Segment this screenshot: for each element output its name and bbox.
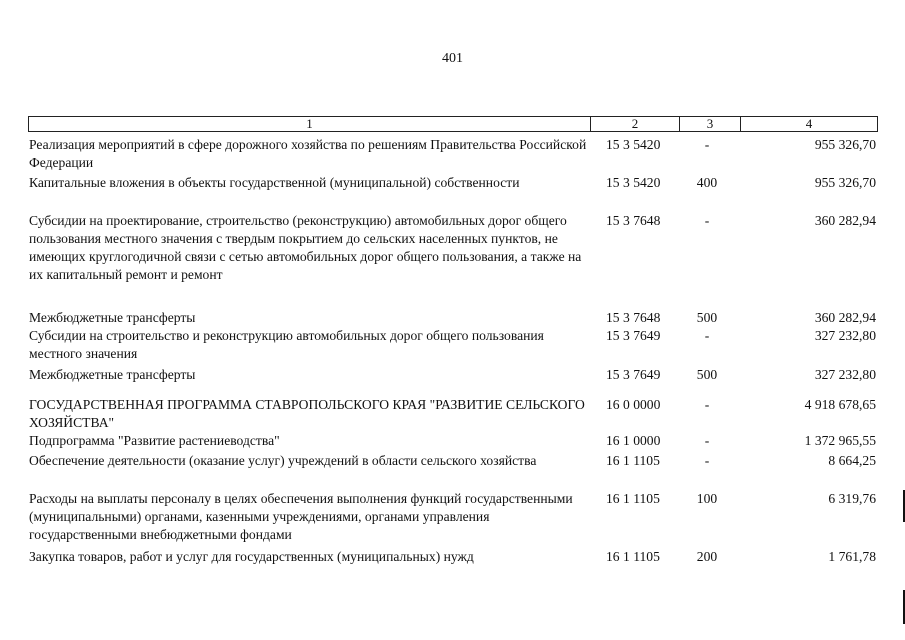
row-type: - — [704, 397, 710, 412]
row-name: ГОСУДАРСТВЕННАЯ ПРОГРАММА СТАВРОПОЛЬСКОГО КРАЯ "РАЗВИТИЕ СЕЛЬСКОГО ХОЗЯЙСТВА" — [29, 397, 585, 430]
column-header-1: 1 — [306, 116, 313, 131]
row-code: 16 1 1105 — [606, 453, 660, 468]
row-amount: 327 232,80 — [814, 328, 876, 343]
row-code: 16 0 0000 — [606, 397, 661, 412]
row-code: 15 3 7648 — [606, 213, 661, 228]
column-header-3: 3 — [706, 116, 714, 131]
row-type: 500 — [696, 367, 718, 382]
row-name: Обеспечение деятельности (оказание услуг) учреждений в области сельского хозяйства — [29, 453, 537, 468]
row-type: 400 — [696, 175, 718, 190]
row-code: 15 3 5420 — [606, 175, 661, 190]
row-code: 16 1 1105 — [606, 549, 660, 564]
row-amount: 955 326,70 — [814, 137, 876, 152]
row-name: Капитальные вложения в объекты государственной (муниципальной) собственности — [29, 175, 520, 190]
row-name: Закупка товаров, работ и услуг для государственных (муниципальных) нужд — [29, 549, 474, 564]
row-code: 16 1 1105 — [606, 491, 660, 506]
row-amount: 8 664,25 — [828, 453, 876, 468]
column-header-2: 2 — [631, 116, 639, 131]
row-type: 500 — [696, 310, 718, 325]
row-type: 200 — [696, 549, 718, 564]
row-name: Реализация мероприятий в сфере дорожного хозяйства по решениям Правительства Российской Федерации — [29, 137, 587, 170]
row-amount: 4 918 678,65 — [804, 397, 876, 412]
row-type: - — [704, 453, 710, 468]
row-code: 15 3 7648 — [606, 310, 661, 325]
row-name: Межбюджетные трансферты — [29, 367, 196, 382]
row-name: Субсидии на строительство и реконструкцию автомобильных дорог общего пользования местного значения — [29, 328, 544, 361]
column-header-4: 4 — [805, 116, 813, 131]
table-header — [28, 116, 878, 132]
row-amount: 1 372 965,55 — [804, 433, 876, 448]
page-number: 401 — [442, 51, 463, 66]
row-name: Субсидии на проектирование, строительство (реконструкцию) автомобильных дорог общего пользования местного значения с твердым покрытием до сельских населенных пунктов, не имеющих круглогодичной связи с сетью автомобильных дорог общего пользования, а также на их капитальный ремонт и ремонт — [29, 213, 582, 282]
row-name: Расходы на выплаты персоналу в целях обеспечения выполнения функций государственными (муниципальными) органами, казенными учреждениями, органами управления государственными внебюджетными фондами — [29, 491, 573, 542]
row-name: Подпрограмма "Развитие растениеводства" — [29, 433, 280, 448]
row-type: - — [704, 137, 710, 152]
row-type: - — [704, 433, 710, 448]
row-type: - — [704, 328, 710, 343]
row-name: Межбюджетные трансферты — [29, 310, 196, 325]
row-amount: 360 282,94 — [814, 213, 876, 228]
row-type: - — [704, 213, 710, 228]
row-amount: 327 232,80 — [814, 367, 876, 382]
row-amount: 955 326,70 — [814, 175, 876, 190]
row-code: 16 1 0000 — [606, 433, 661, 448]
row-amount: 1 761,78 — [828, 549, 876, 564]
row-amount: 360 282,94 — [814, 310, 876, 325]
row-type: 100 — [696, 491, 718, 506]
row-amount: 6 319,76 — [828, 491, 876, 506]
row-code: 15 3 7649 — [606, 367, 661, 382]
row-code: 15 3 7649 — [606, 328, 661, 343]
row-code: 15 3 5420 — [606, 137, 661, 152]
